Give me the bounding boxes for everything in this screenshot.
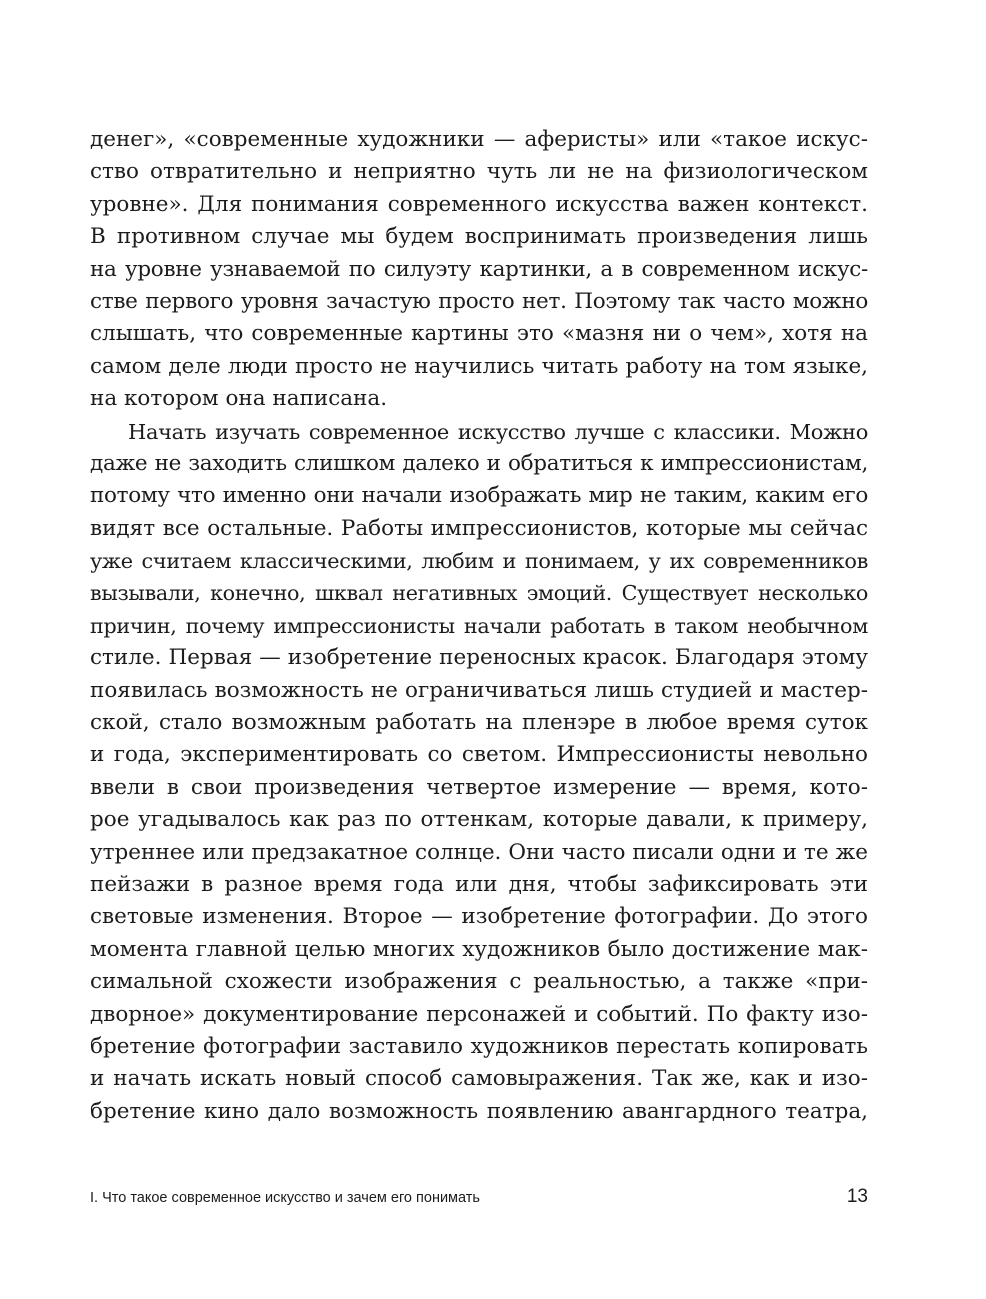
page-footer bbox=[90, 1186, 868, 1212]
text-line: ской, стало возможным работать на пленэре в любое время суток bbox=[90, 710, 868, 736]
text-line: ввели в свои произведения четвертое измерение — время, кото- bbox=[90, 774, 868, 800]
text-line: симальной схожести изображения с реальностью, а также «при- bbox=[90, 969, 868, 995]
text-line: момента главной целью многих художников было достижение мак- bbox=[90, 936, 868, 962]
text-line: потому что именно они начали изображать мир не таким, каким его bbox=[90, 483, 868, 509]
text-line: причин, почему импрессионисты начали работать в таком необычном bbox=[90, 613, 868, 638]
text-line: уже считаем классическими, любим и понимаем, у их современников bbox=[90, 549, 868, 574]
text-line: видят все остальные. Работы импрессионистов, которые мы сейчас bbox=[90, 515, 868, 541]
text-line: на уровне узнаваемой по силуэту картинки, а в современном искус- bbox=[90, 256, 868, 282]
text-line: утреннее или предзакатное солнце. Они часто писали одни и те же bbox=[90, 839, 868, 865]
paragraph-1 bbox=[90, 124, 868, 416]
text-line: стиле. Первая — изобретение переносных красок. Благодаря этому bbox=[90, 645, 868, 671]
text-line: и начать искать новый способ самовыражения. Так же, как и изо- bbox=[90, 1066, 868, 1092]
text-line: световые изменения. Второе — изобретение фотографии. До этого bbox=[90, 904, 868, 930]
text-line: денег», «современные художники — аферисты» или «такое искус- bbox=[90, 127, 868, 152]
text-line: самом деле люди просто не научились читать работу на том языке, bbox=[90, 353, 868, 379]
text-line: вызывали, конечно, шквал негативных эмоций. Существует несколько bbox=[90, 581, 868, 606]
body-text bbox=[90, 124, 868, 1128]
paragraph-2 bbox=[90, 416, 868, 1129]
text-line: пейзажи в разное время года или дня, чтобы зафиксировать эти bbox=[90, 871, 868, 897]
text-line: ство отвратительно и неприятно чуть ли не на физиологическом bbox=[90, 159, 868, 185]
text-line: бретение кино дало возможность появлению авангардного театра, bbox=[90, 1098, 868, 1124]
text-line: на котором она написана. bbox=[90, 386, 388, 412]
text-line: В противном случае мы будем воспринимать произведения лишь bbox=[90, 224, 868, 250]
text-line: слышать, что современные картины это «мазня ни о чем», хотя на bbox=[90, 321, 868, 347]
text-line: рое угадывалось как раз по оттенкам, которые давали, к примеру, bbox=[90, 807, 868, 833]
text-line: стве первого уровня зачастую просто нет. Поэтому так часто можно bbox=[90, 288, 868, 314]
text-line: даже не заходить слишком далеко и обратиться к импрессионистам, bbox=[90, 450, 868, 476]
text-line: уровне». Для понимания современного искусства важен контекст. bbox=[90, 191, 868, 217]
text-line: и года, экспериментировать со светом. Импрессионисты невольно bbox=[90, 742, 868, 768]
running-head: I. Что такое современное искусство и зачем его понимать bbox=[90, 1190, 480, 1206]
text-line: дворное» документирование персонажей и событий. По факту изо- bbox=[90, 1001, 868, 1027]
page-number: 13 bbox=[846, 1186, 868, 1207]
text-line: появилась возможность не ограничиваться лишь студией и мастер- bbox=[90, 677, 868, 703]
text-line: бретение фотографии заставило художников перестать копировать bbox=[90, 1033, 868, 1059]
text-line: Начать изучать современное искусство лучше с классики. Можно bbox=[128, 419, 868, 444]
